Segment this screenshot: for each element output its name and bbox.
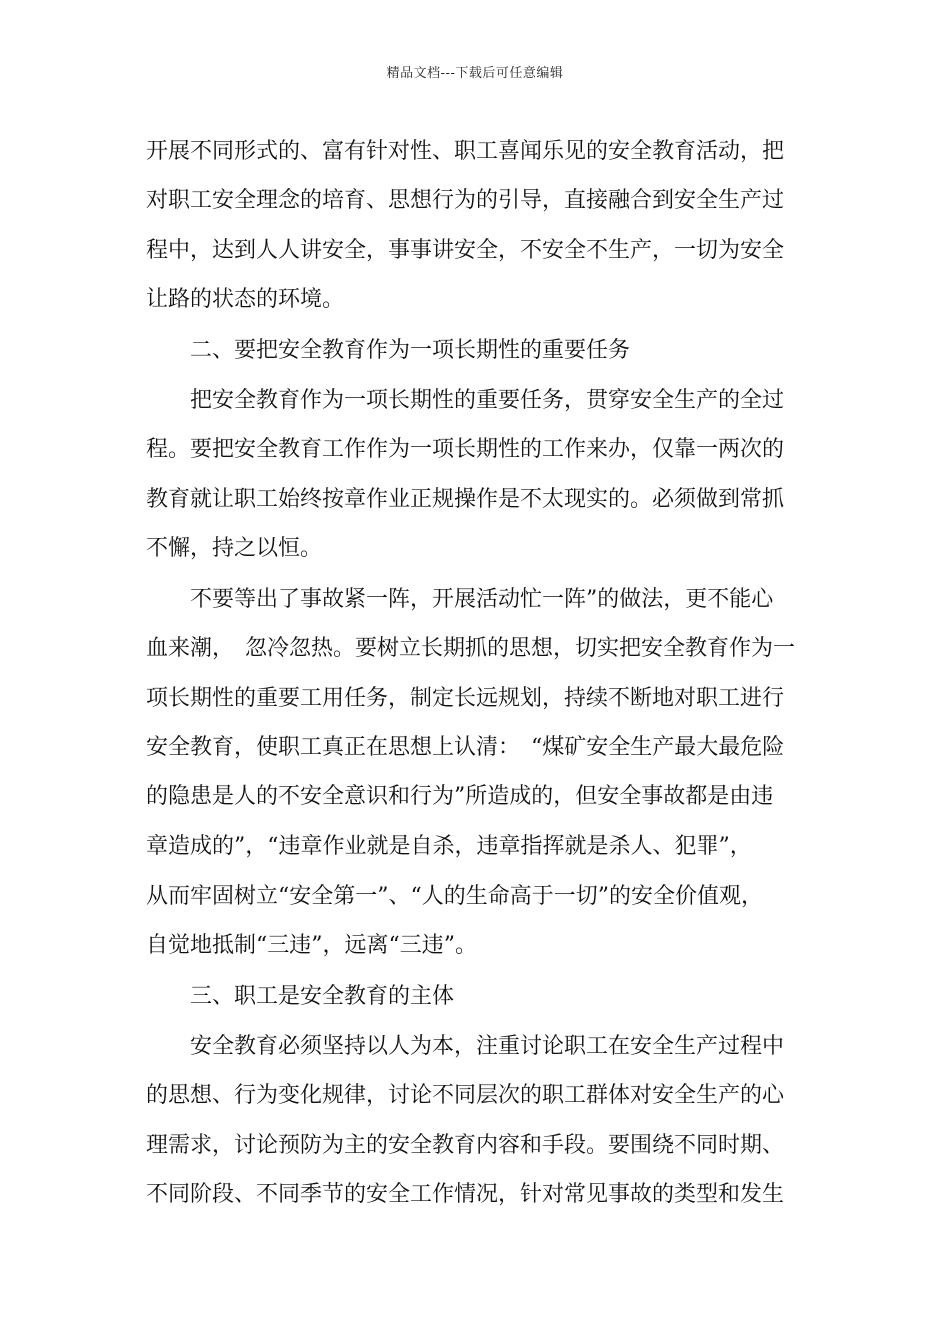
body-line: 教育就让职工始终按章作业正规操作是不太现实的。必须做到常抓 bbox=[146, 487, 785, 512]
body-line: 程。要把安全教育工作作为一项长期性的工作来办，仅靠一两次的 bbox=[146, 437, 785, 462]
body-line: 把安全教育作为一项长期性的重要任务，贯穿安全生产的全过 bbox=[190, 388, 785, 413]
body-line: 程中，达到人人讲安全，事事讲安全，不安全不生产，一切为安全 bbox=[146, 238, 785, 263]
body-line: 让路的状态的环境。 bbox=[146, 287, 345, 312]
body-line: 不懈，持之以恒。 bbox=[146, 536, 323, 561]
body-line: 的思想、行为变化规律，讨论不同层次的职工群体对安全生产的心 bbox=[146, 1083, 785, 1108]
body-line: 项长期性的重要工用任务，制定长远规划，持续不断地对职工进行 bbox=[146, 686, 785, 711]
body-line: 血来潮， 忽冷忽热。要树立长期抓的思想，切实把安全教育作为一 bbox=[146, 636, 796, 661]
body-line: 对职工安全理念的培育、思想行为的引导，直接融合到安全生产过 bbox=[146, 188, 785, 213]
body-line: 不同阶段、不同季节的安全工作情况，针对常见事故的类型和发生 bbox=[146, 1182, 785, 1207]
body-line: 理需求，讨论预防为主的安全教育内容和手段。要围绕不同时期、 bbox=[146, 1133, 785, 1158]
body-line: 的隐患是人的不安全意识和行为”所造成的，但安全事故都是由违 bbox=[146, 784, 774, 809]
body-line: 不要等出了事故紧一阵，开展活动忙一阵”的做法，更不能心 bbox=[190, 587, 774, 612]
body-line: 章造成的”，“违章作业就是自杀，违章指挥就是杀人、犯罪”， bbox=[146, 834, 752, 859]
body-line: 开展不同形式的、富有针对性、职工喜闻乐见的安全教育活动，把 bbox=[146, 139, 785, 164]
body-line: 自觉地抵制“三违”，远离“三违”。 bbox=[146, 933, 477, 958]
section-heading: 二、要把安全教育作为一项长期性的重要任务 bbox=[190, 338, 631, 363]
page-header: 精品文档---下载后可任意编辑 bbox=[386, 66, 564, 81]
body-line: 安全教育，使职工真正在思想上认清： “煤矿安全生产最大最危险 bbox=[146, 735, 785, 760]
body-line: 从而牢固树立“安全第一”、“人的生命高于一切”的安全价值观， bbox=[146, 884, 763, 909]
section-heading: 三、职工是安全教育的主体 bbox=[190, 984, 455, 1009]
body-line: 安全教育必须坚持以人为本，注重讨论职工在安全生产过程中 bbox=[190, 1034, 785, 1059]
